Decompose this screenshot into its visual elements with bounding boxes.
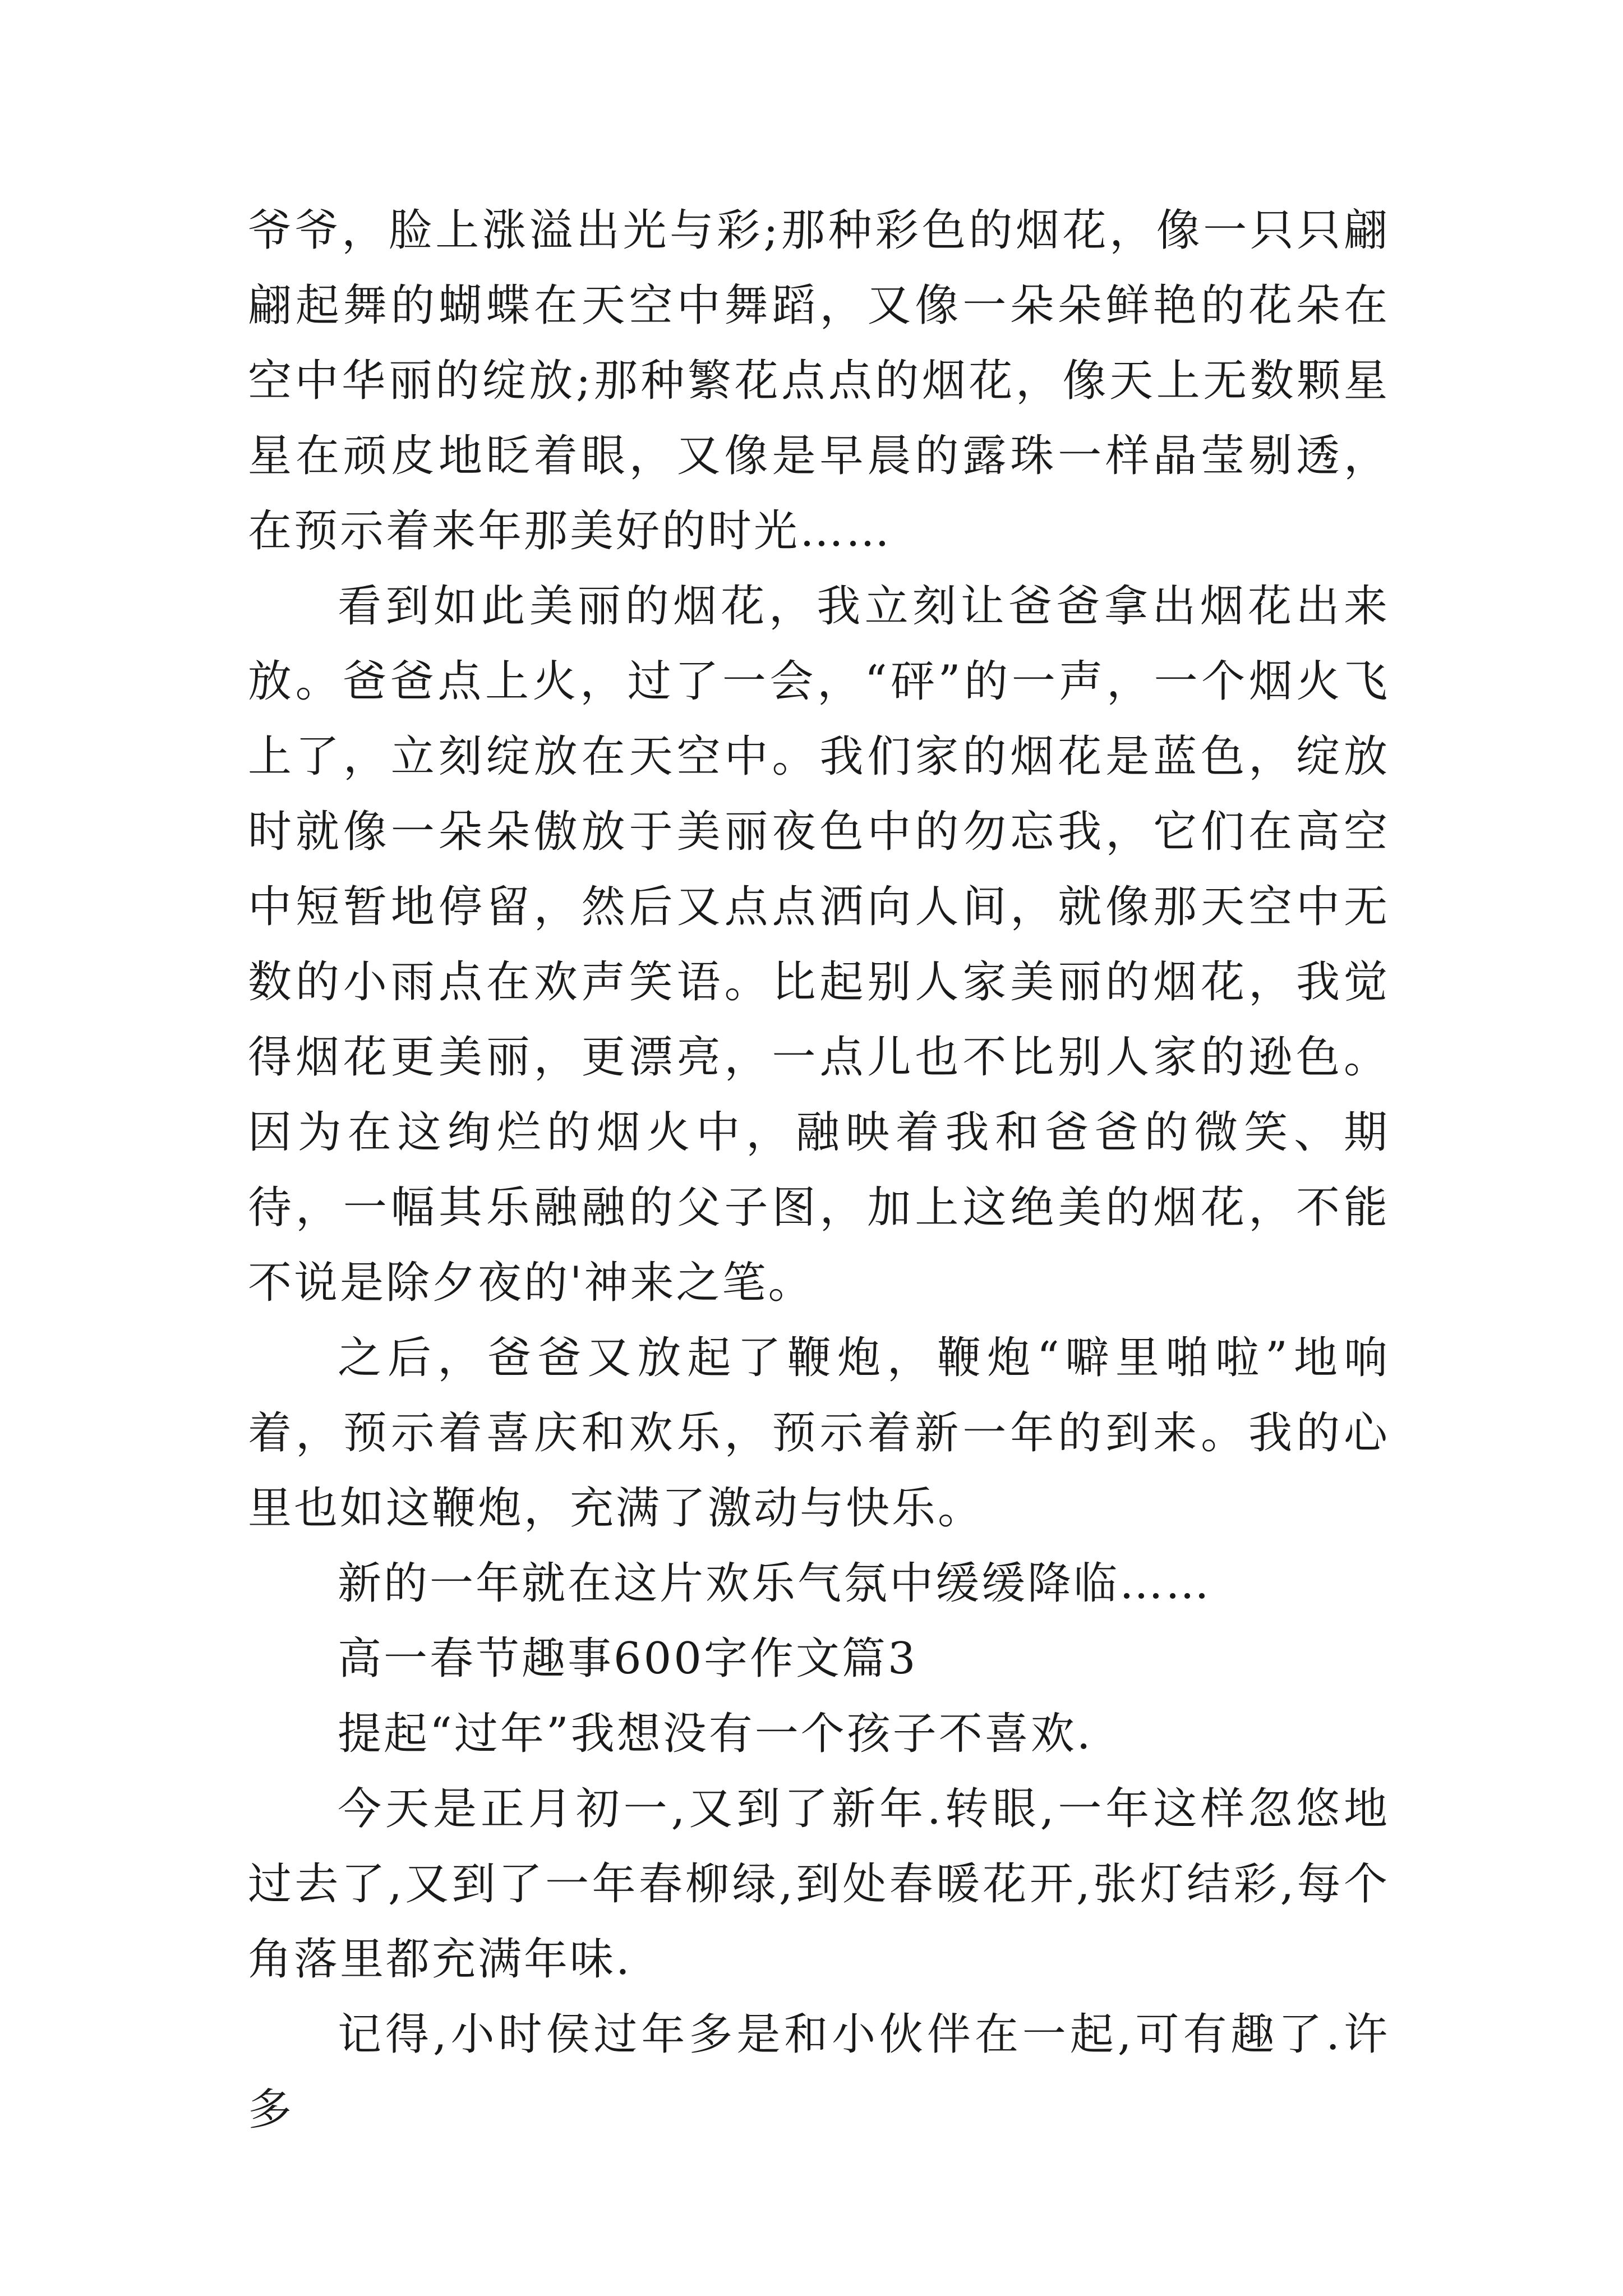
article-body xyxy=(248,193,1390,2147)
section-heading: 高一春节趣事600字作文篇3 xyxy=(338,1634,918,1684)
paragraph-6: 今天是正月初一,又到了新年.转眼,一年这样忽悠地过去了,又到了一年春柳绿,到处春暖花开,张灯结彩,每个角落里都充满年味. xyxy=(248,1784,1390,1985)
paragraph-2: 看到如此美丽的烟花，我立刻让爸爸拿出烟花出来放。爸爸点上火，过了一会，“砰”的一声，一个烟火飞上了，立刻绽放在天空中。我们家的烟花是蓝色，绽放时就像一朵朵傲放于美丽夜色中的勿忘我，它们在高空中短暂地停留，然后又点点洒向人间，就像那天空中无数的小雨点在欢声笑语。比起别人家美丽的烟花，我觉得烟花更美丽，更漂亮，一点儿也不比别人家的逊色。因为在这绚烂的烟火中，融映着我和爸爸的微笑、期待，一幅其乐融融的父子图，加上这绝美的烟花，不能不说是除夕夜的'神来之笔。 xyxy=(248,581,1390,1308)
paragraph-4: 新的一年就在这片欢乐气氛中缓缓降临…… xyxy=(338,1558,1212,1609)
paragraph-5: 提起“过年”我想没有一个孩子不喜欢. xyxy=(338,1709,1093,1759)
paragraph-3: 之后，爸爸又放起了鞭炮，鞭炮“噼里啪啦”地响着，预示着喜庆和欢乐，预示着新一年的到来。我的心里也如这鞭炮，充满了激动与快乐。 xyxy=(248,1333,1390,1534)
paragraph-1: 爷爷，脸上涨溢出光与彩;那种彩色的烟花，像一只只翩翩起舞的蝴蝶在天空中舞蹈，又像一朵朵鲜艳的花朵在空中华丽的绽放;那种繁花点点的烟花，像天上无数颗星星在顽皮地眨着眼，又像是早晨的露珠一样晶莹剔透，在预示着来年那美好的时光…… xyxy=(248,205,1390,556)
paragraph-7: 记得,小时侯过年多是和小伙伴在一起,可有趣了.许多 xyxy=(248,2009,1390,2135)
